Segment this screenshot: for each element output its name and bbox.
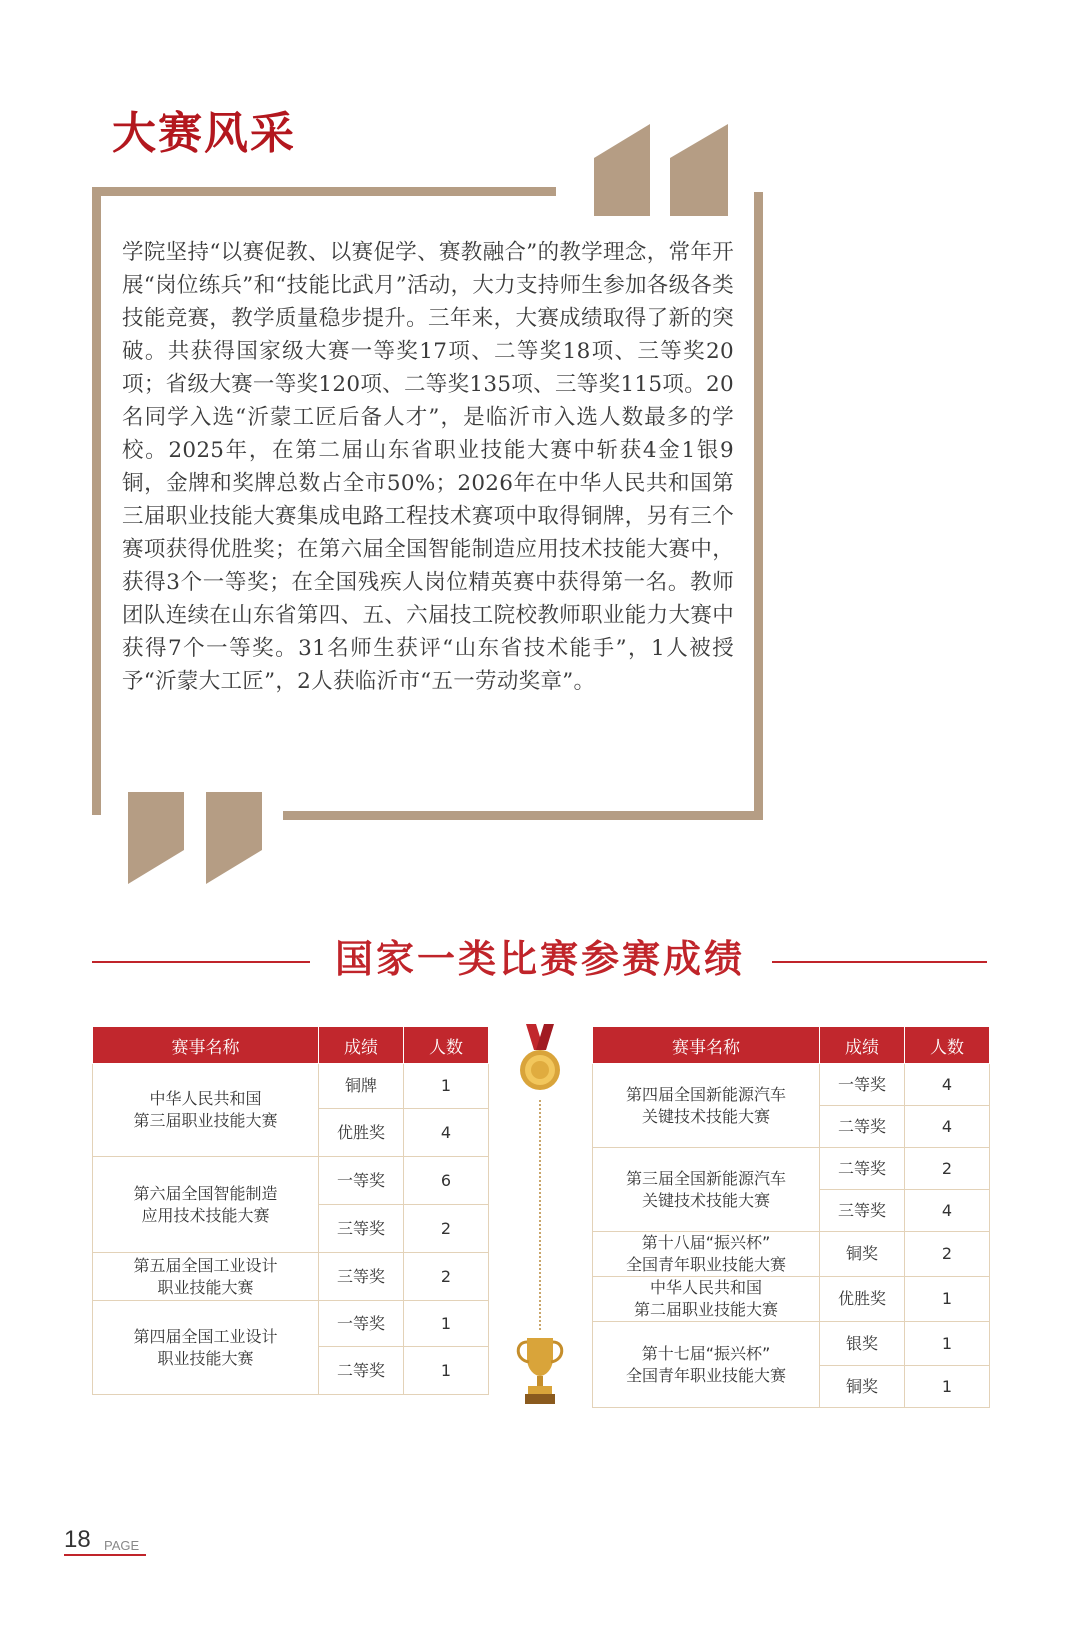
count-cell: 1 (404, 1064, 489, 1109)
award-cell: 优胜奖 (820, 1277, 905, 1322)
section-title: 国家一类比赛参赛成绩 (334, 937, 745, 981)
table-header-row (93, 1027, 489, 1064)
count-cell: 2 (905, 1232, 990, 1277)
award-cell: 一等奖 (820, 1064, 905, 1106)
count-cell: 1 (905, 1322, 990, 1366)
event-name-cell (593, 1064, 820, 1148)
award-cell: 铜牌 (319, 1064, 404, 1109)
page-title: 大赛风采 (112, 108, 296, 159)
page-label: PAGE (104, 1538, 140, 1553)
header-count: 人数 (404, 1027, 489, 1064)
header-count: 人数 (905, 1027, 990, 1064)
award-cell: 三等奖 (820, 1190, 905, 1232)
event-name-line: 应用技术技能大赛 (141, 1205, 270, 1225)
count-cell: 4 (404, 1109, 489, 1157)
event-name-line: 中华人民共和国 (649, 1278, 762, 1297)
award-cell: 二等奖 (820, 1148, 905, 1190)
event-name-line: 第十七届“振兴杯” (641, 1343, 771, 1363)
frame-bottom-bar (283, 811, 763, 820)
event-name-line: 第五届全国工业设计 (133, 1255, 278, 1275)
count-cell: 4 (905, 1190, 990, 1232)
count-cell: 4 (905, 1064, 990, 1106)
intro-paragraph: 学院坚持“以赛促教、以赛促学、赛教融合”的教学理念，常年开展“岗位练兵”和“技能比武月”活动，大力支持师生参加各级各类技能竞赛，教学质量稳步提升。三年来，大赛成绩取得了新的突破。共获得国家级大赛一等奖17项、二等奖18项、三等奖20项；省级大赛一等奖120项、二等奖135项、三等奖115项。20名同学入选“沂蒙工匠后备人才”，是临沂市入选人数最多的学校。2025年，在第二届山东省职业技能大赛中斩获4金1银9铜，金牌和奖牌总数占全市50%；2026年在中华人民共和国第三届职业技能大赛集成电路工程技术赛项中取得铜牌，另有三个赛项获得优胜奖；在第六届全国智能制造应用技术技能大赛中，获得3个一等奖；在全国残疾人岗位精英赛中获得第一名。教师团队连续在山东省第四、五、六届技工院校教师职业能力大赛中获得7个一等奖。31名师生获评“山东省技术能手”，1人被授予“沂蒙大工匠”，2人获临沂市“五一劳动奖章”。 (122, 240, 734, 694)
event-name-line: 职业技能大赛 (157, 1277, 254, 1297)
header-event-name: 赛事名称 (593, 1027, 820, 1064)
count-cell: 2 (404, 1253, 489, 1301)
results-table-left (92, 1026, 489, 1395)
header-event-name: 赛事名称 (93, 1027, 319, 1064)
table-row (93, 1157, 489, 1205)
award-cell: 二等奖 (820, 1106, 905, 1148)
event-name-cell (593, 1322, 820, 1408)
table-row (593, 1277, 990, 1322)
event-name-line: 第六届全国智能制造 (133, 1183, 278, 1203)
quote-open-icon (594, 124, 728, 216)
frame-left-bar (92, 187, 101, 815)
award-cell: 一等奖 (319, 1301, 404, 1347)
table-row (93, 1064, 489, 1109)
trophy-icon (513, 1334, 567, 1406)
count-cell: 2 (905, 1148, 990, 1190)
frame-top-left-bar (92, 187, 556, 196)
table-row (93, 1301, 489, 1347)
center-dotted-line (539, 1100, 541, 1330)
event-name-line: 职业技能大赛 (157, 1348, 254, 1368)
award-cell: 铜奖 (820, 1366, 905, 1408)
event-name-line: 关键技术技能大赛 (641, 1190, 770, 1210)
count-cell: 6 (404, 1157, 489, 1205)
medal-icon (516, 1024, 564, 1096)
count-cell: 4 (905, 1106, 990, 1148)
event-name-cell (93, 1157, 319, 1253)
page-number: 18 (64, 1526, 91, 1553)
count-cell: 1 (404, 1347, 489, 1395)
award-cell: 三等奖 (319, 1253, 404, 1301)
event-name-line: 第二届职业技能大赛 (633, 1300, 778, 1319)
quote-close-icon (128, 792, 262, 884)
award-cell: 优胜奖 (319, 1109, 404, 1157)
award-cell: 一等奖 (319, 1157, 404, 1205)
table-header-row (593, 1027, 990, 1064)
event-name-line: 第四届全国新能源汽车 (625, 1084, 786, 1104)
event-name-line: 第十八届“振兴杯” (641, 1233, 771, 1252)
event-name-cell (593, 1232, 820, 1277)
count-cell: 1 (905, 1366, 990, 1408)
award-cell: 二等奖 (319, 1347, 404, 1395)
event-name-cell (93, 1301, 319, 1395)
award-cell: 银奖 (820, 1322, 905, 1366)
header-result: 成绩 (820, 1027, 905, 1064)
event-name-line: 第三届职业技能大赛 (133, 1111, 278, 1130)
event-name-cell (93, 1253, 319, 1301)
header-result: 成绩 (319, 1027, 404, 1064)
event-name-line: 第四届全国工业设计 (133, 1326, 278, 1346)
table-row (593, 1322, 990, 1366)
event-name-line: 关键技术技能大赛 (641, 1106, 770, 1126)
count-cell: 1 (905, 1277, 990, 1322)
event-name-line: 全国青年职业技能大赛 (625, 1255, 786, 1274)
award-cell: 三等奖 (319, 1205, 404, 1253)
event-name-cell (593, 1148, 820, 1232)
results-table-right (592, 1026, 990, 1408)
event-name-cell (593, 1277, 820, 1322)
table-row (593, 1232, 990, 1277)
event-name-line: 中华人民共和国 (149, 1089, 262, 1108)
event-name-line: 全国青年职业技能大赛 (625, 1365, 786, 1385)
table-row (593, 1064, 990, 1106)
count-cell: 1 (404, 1301, 489, 1347)
award-cell: 铜奖 (820, 1232, 905, 1277)
count-cell: 2 (404, 1205, 489, 1253)
table-row (93, 1253, 489, 1301)
page-underline (64, 1554, 146, 1556)
event-name-line: 第三届全国新能源汽车 (625, 1168, 786, 1188)
frame-right-bar (754, 192, 763, 820)
event-name-cell (93, 1064, 319, 1157)
table-row (593, 1148, 990, 1190)
